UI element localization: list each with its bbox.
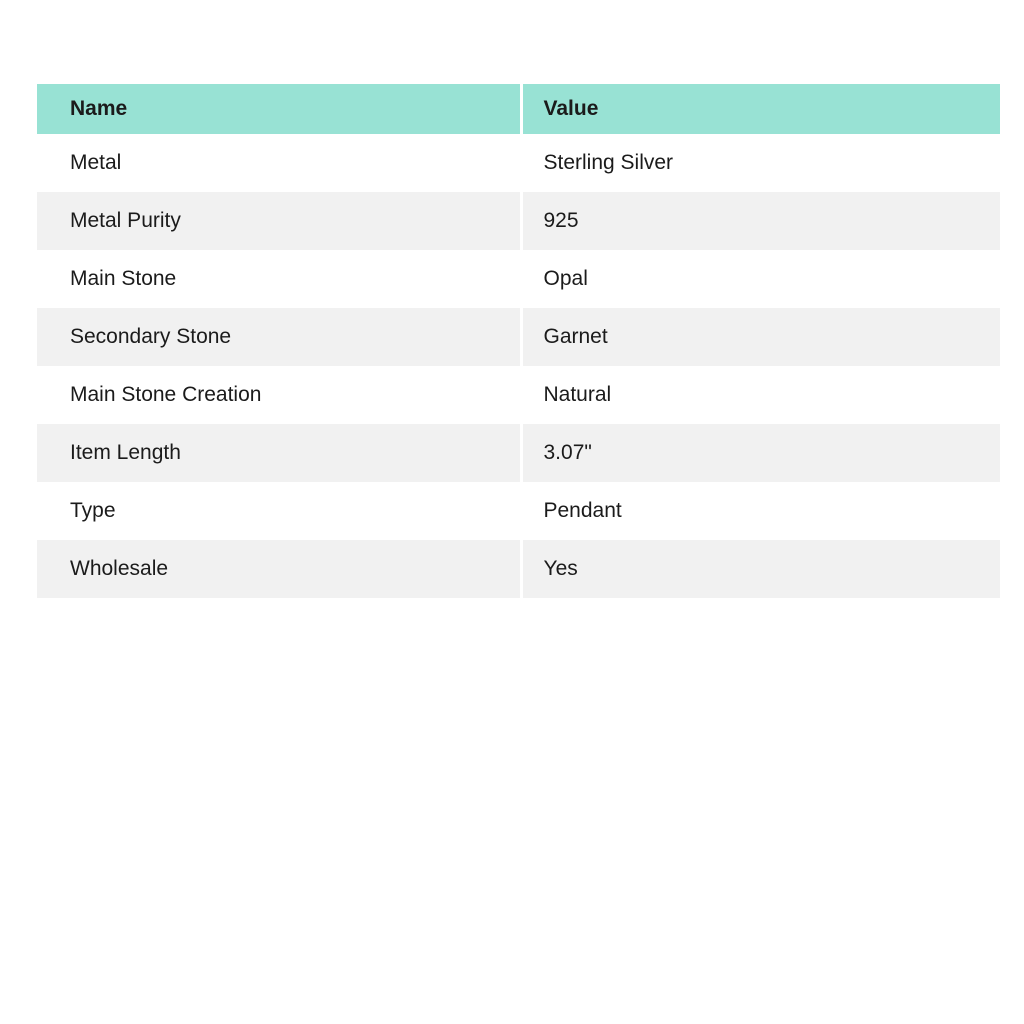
table-row [37,366,1000,424]
attribute-value-cell: Opal [521,250,1000,308]
table-row [37,540,1000,598]
product-attributes-table [37,84,1000,598]
attribute-value-cell: 3.07" [521,424,1000,482]
attribute-value-cell: Pendant [521,482,1000,540]
table-row [37,192,1000,250]
attribute-name-cell: Item Length [37,424,521,482]
attribute-name-cell: Metal Purity [37,192,521,250]
table-header-row [37,84,1000,134]
table-row [37,482,1000,540]
attribute-name-cell: Type [37,482,521,540]
attribute-name-cell: Main Stone [37,250,521,308]
attribute-name-cell: Metal [37,134,521,192]
attribute-name-cell: Main Stone Creation [37,366,521,424]
attribute-value-cell: Sterling Silver [521,134,1000,192]
table-body [37,134,1000,598]
column-header-name: Name [37,84,521,134]
table-row [37,308,1000,366]
table-row [37,424,1000,482]
table-row [37,250,1000,308]
attribute-name-cell: Wholesale [37,540,521,598]
attribute-value-cell: Garnet [521,308,1000,366]
attribute-value-cell: 925 [521,192,1000,250]
attribute-name-cell: Secondary Stone [37,308,521,366]
attribute-value-cell: Yes [521,540,1000,598]
table-row [37,134,1000,192]
product-attributes-table-container [37,84,1000,598]
attribute-value-cell: Natural [521,366,1000,424]
column-header-value: Value [521,84,1000,134]
